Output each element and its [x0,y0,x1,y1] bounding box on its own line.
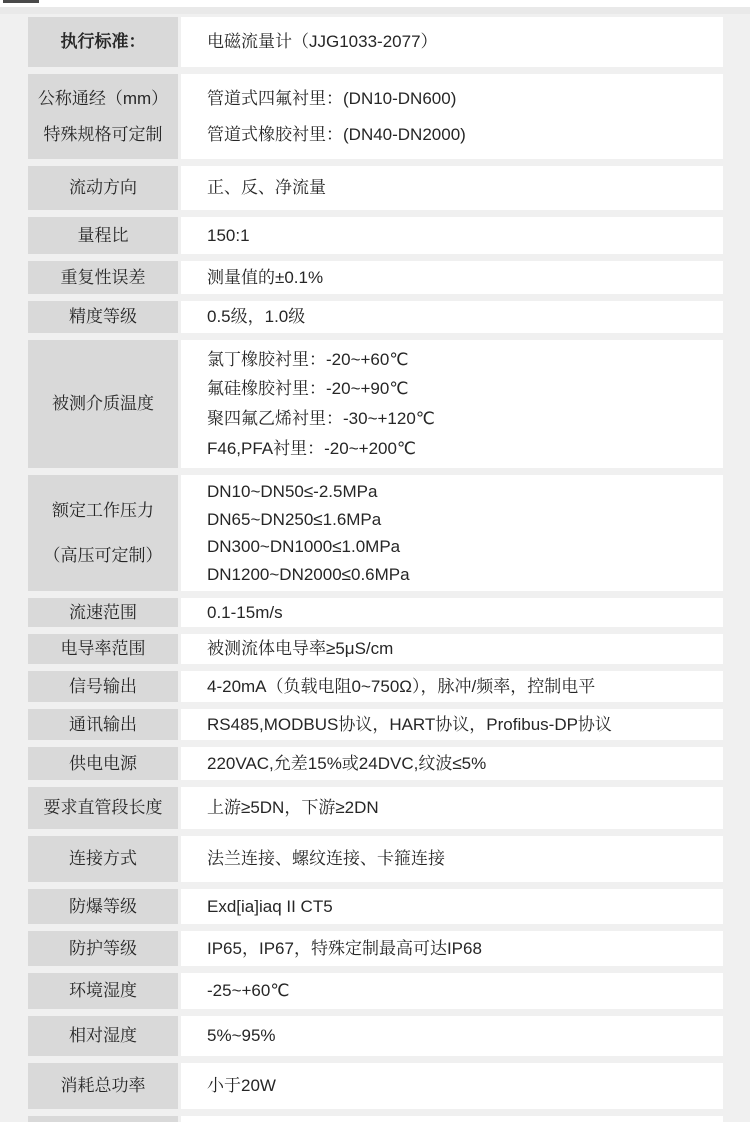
spec-row [28,166,723,210]
spec-row [28,475,723,591]
spec-value-cell [181,671,723,702]
spec-label-cell [28,217,178,254]
spec-value-cell [181,973,723,1009]
spec-label-cell [28,475,178,591]
spec-table [28,17,723,1122]
spec-value-cell [181,1016,723,1056]
spec-row [28,709,723,740]
spec-label-cell [28,301,178,333]
spec-label-cell [28,17,178,67]
spec-row [28,74,723,159]
spec-label-cell [28,1063,178,1109]
spec-value-cell [181,787,723,829]
spec-row [28,671,723,702]
spec-value-text: IP65，IP67，特殊定制最高可达IP68 [207,938,482,958]
spec-row [28,261,723,294]
spec-value-text: 220VAC,允差15%或24DVC,纹波≤5% [207,753,487,773]
spec-label-text: 连接方式 [69,849,137,869]
spec-row [28,787,723,829]
spec-label-text: 环境湿度 [69,981,137,1001]
spec-label-text: 流动方向 [69,178,137,198]
spec-value-text: 管道式橡胶衬里：(DN40-DN2000) [207,124,466,144]
spec-value-cell [181,217,723,254]
spec-row [28,931,723,966]
spec-value-text: 电磁流量计（JJG1033-2077） [207,32,438,52]
spec-value-text: 5%~95% [207,1026,276,1046]
spec-value-text: 被测流体电导率≥5μS/cm [207,639,394,659]
spec-label-text: 特殊规格可定制 [43,124,163,144]
spec-label-text: 被测介质温度 [52,394,154,414]
spec-label-cell [28,836,178,882]
spec-label-cell [28,931,178,966]
spec-label-cell [28,74,178,159]
spec-label-cell [28,671,178,702]
spec-label-cell [28,166,178,210]
spec-row [28,889,723,924]
spec-label-cell [28,973,178,1009]
spec-value-text: 氯丁橡胶衬里：-20~+60℃ [207,349,409,369]
spec-label-text: 量程比 [77,225,129,245]
spec-value-text: DN1200~DN2000≤0.6MPa [207,564,410,584]
spec-label-cell [28,1016,178,1056]
top-strip [0,0,750,7]
spec-value-cell [181,747,723,780]
spec-label-cell [28,747,178,780]
spec-row [28,1016,723,1056]
spec-value-cell [181,634,723,664]
spec-value-cell [181,301,723,333]
spec-label-text: 执行标准： [60,32,146,52]
spec-value-text: 管道式四氟衬里：(DN10-DN600) [207,89,457,109]
spec-value-cell [181,1063,723,1109]
spec-value-cell [181,166,723,210]
spec-label-text: 消耗总功率 [60,1076,146,1096]
spec-row [28,301,723,333]
spec-row [28,217,723,254]
spec-row [28,598,723,627]
spec-label-cell [28,709,178,740]
spec-value-text: RS485,MODBUS协议，HART协议，Profibus-DP协议 [207,714,612,734]
spec-label-text: 相对湿度 [69,1026,137,1046]
spec-value-text: 正、反、净流量 [207,178,326,198]
spec-label-text: 额定工作压力 [52,500,154,520]
spec-value-cell [181,931,723,966]
spec-label-cell [28,261,178,294]
spec-value-text: 上游≥5DN，下游≥2DN [207,798,379,818]
spec-label-text: 要求直管段长度 [43,798,163,818]
spec-value-text: 测量值的±0.1% [207,267,324,287]
spec-row [28,17,723,67]
spec-label-text: 电导率范围 [60,639,146,659]
spec-value-cell [181,889,723,924]
spec-value-text: 150:1 [207,225,250,245]
spec-label-text: 通讯输出 [69,714,137,734]
spec-label-text: 流速范围 [69,602,137,622]
spec-row [28,973,723,1009]
spec-label-text: 公称通经（mm） [37,89,169,109]
spec-label-text: 重复性误差 [60,267,146,287]
spec-label-cell [28,340,178,468]
spec-label-text: 精度等级 [69,307,137,327]
spec-value-text: 氟硅橡胶衬里：-20~+90℃ [207,379,409,399]
spec-label-text: 防爆等级 [69,896,137,916]
spec-value-text: F46,PFA衬里：-20~+200℃ [207,439,417,459]
spec-label-cell [28,889,178,924]
spec-label-cell [28,787,178,829]
spec-label-cell [28,634,178,664]
spec-row [28,340,723,468]
spec-value-cell [181,17,723,67]
top-left-bar [3,0,39,3]
spec-value-cell [181,598,723,627]
spec-row [28,836,723,882]
spec-value-text: 法兰连接、螺纹连接、卡箍连接 [207,849,445,869]
spec-value-text: 聚四氟乙烯衬里：-30~+120℃ [207,409,435,429]
spec-value-text: DN10~DN50≤-2.5MPa [207,482,378,502]
header-divider-band [0,7,750,14]
spec-label-cell [28,598,178,627]
spec-value-cell [181,261,723,294]
spec-value-text: 4-20mA（负载电阻0~750Ω），脉冲/频率，控制电平 [207,676,596,696]
spec-value-cell [181,74,723,159]
spec-value-cell [181,836,723,882]
spec-value-text: 0.5级，1.0级 [207,307,306,327]
spec-label-text: 防护等级 [69,938,137,958]
spec-value-text: 0.1-15m/s [207,602,283,622]
spec-value-text: 小于20W [207,1076,276,1096]
spec-row [28,634,723,664]
spec-value-cell [181,475,723,591]
spec-row [28,747,723,780]
spec-label-text: （高压可定制） [43,546,163,566]
spec-value-text: DN300~DN1000≤1.0MPa [207,537,401,557]
spec-value-cell [181,340,723,468]
spec-value-text: Exd[ia]iaq II CT5 [207,896,333,916]
spec-value-text: DN65~DN250≤1.6MPa [207,509,382,529]
spec-label-text: 信号输出 [69,676,137,696]
spec-row [28,1063,723,1109]
spec-value-text: -25~+60℃ [207,981,290,1001]
spec-label-text: 供电电源 [69,753,137,773]
spec-value-cell [181,709,723,740]
